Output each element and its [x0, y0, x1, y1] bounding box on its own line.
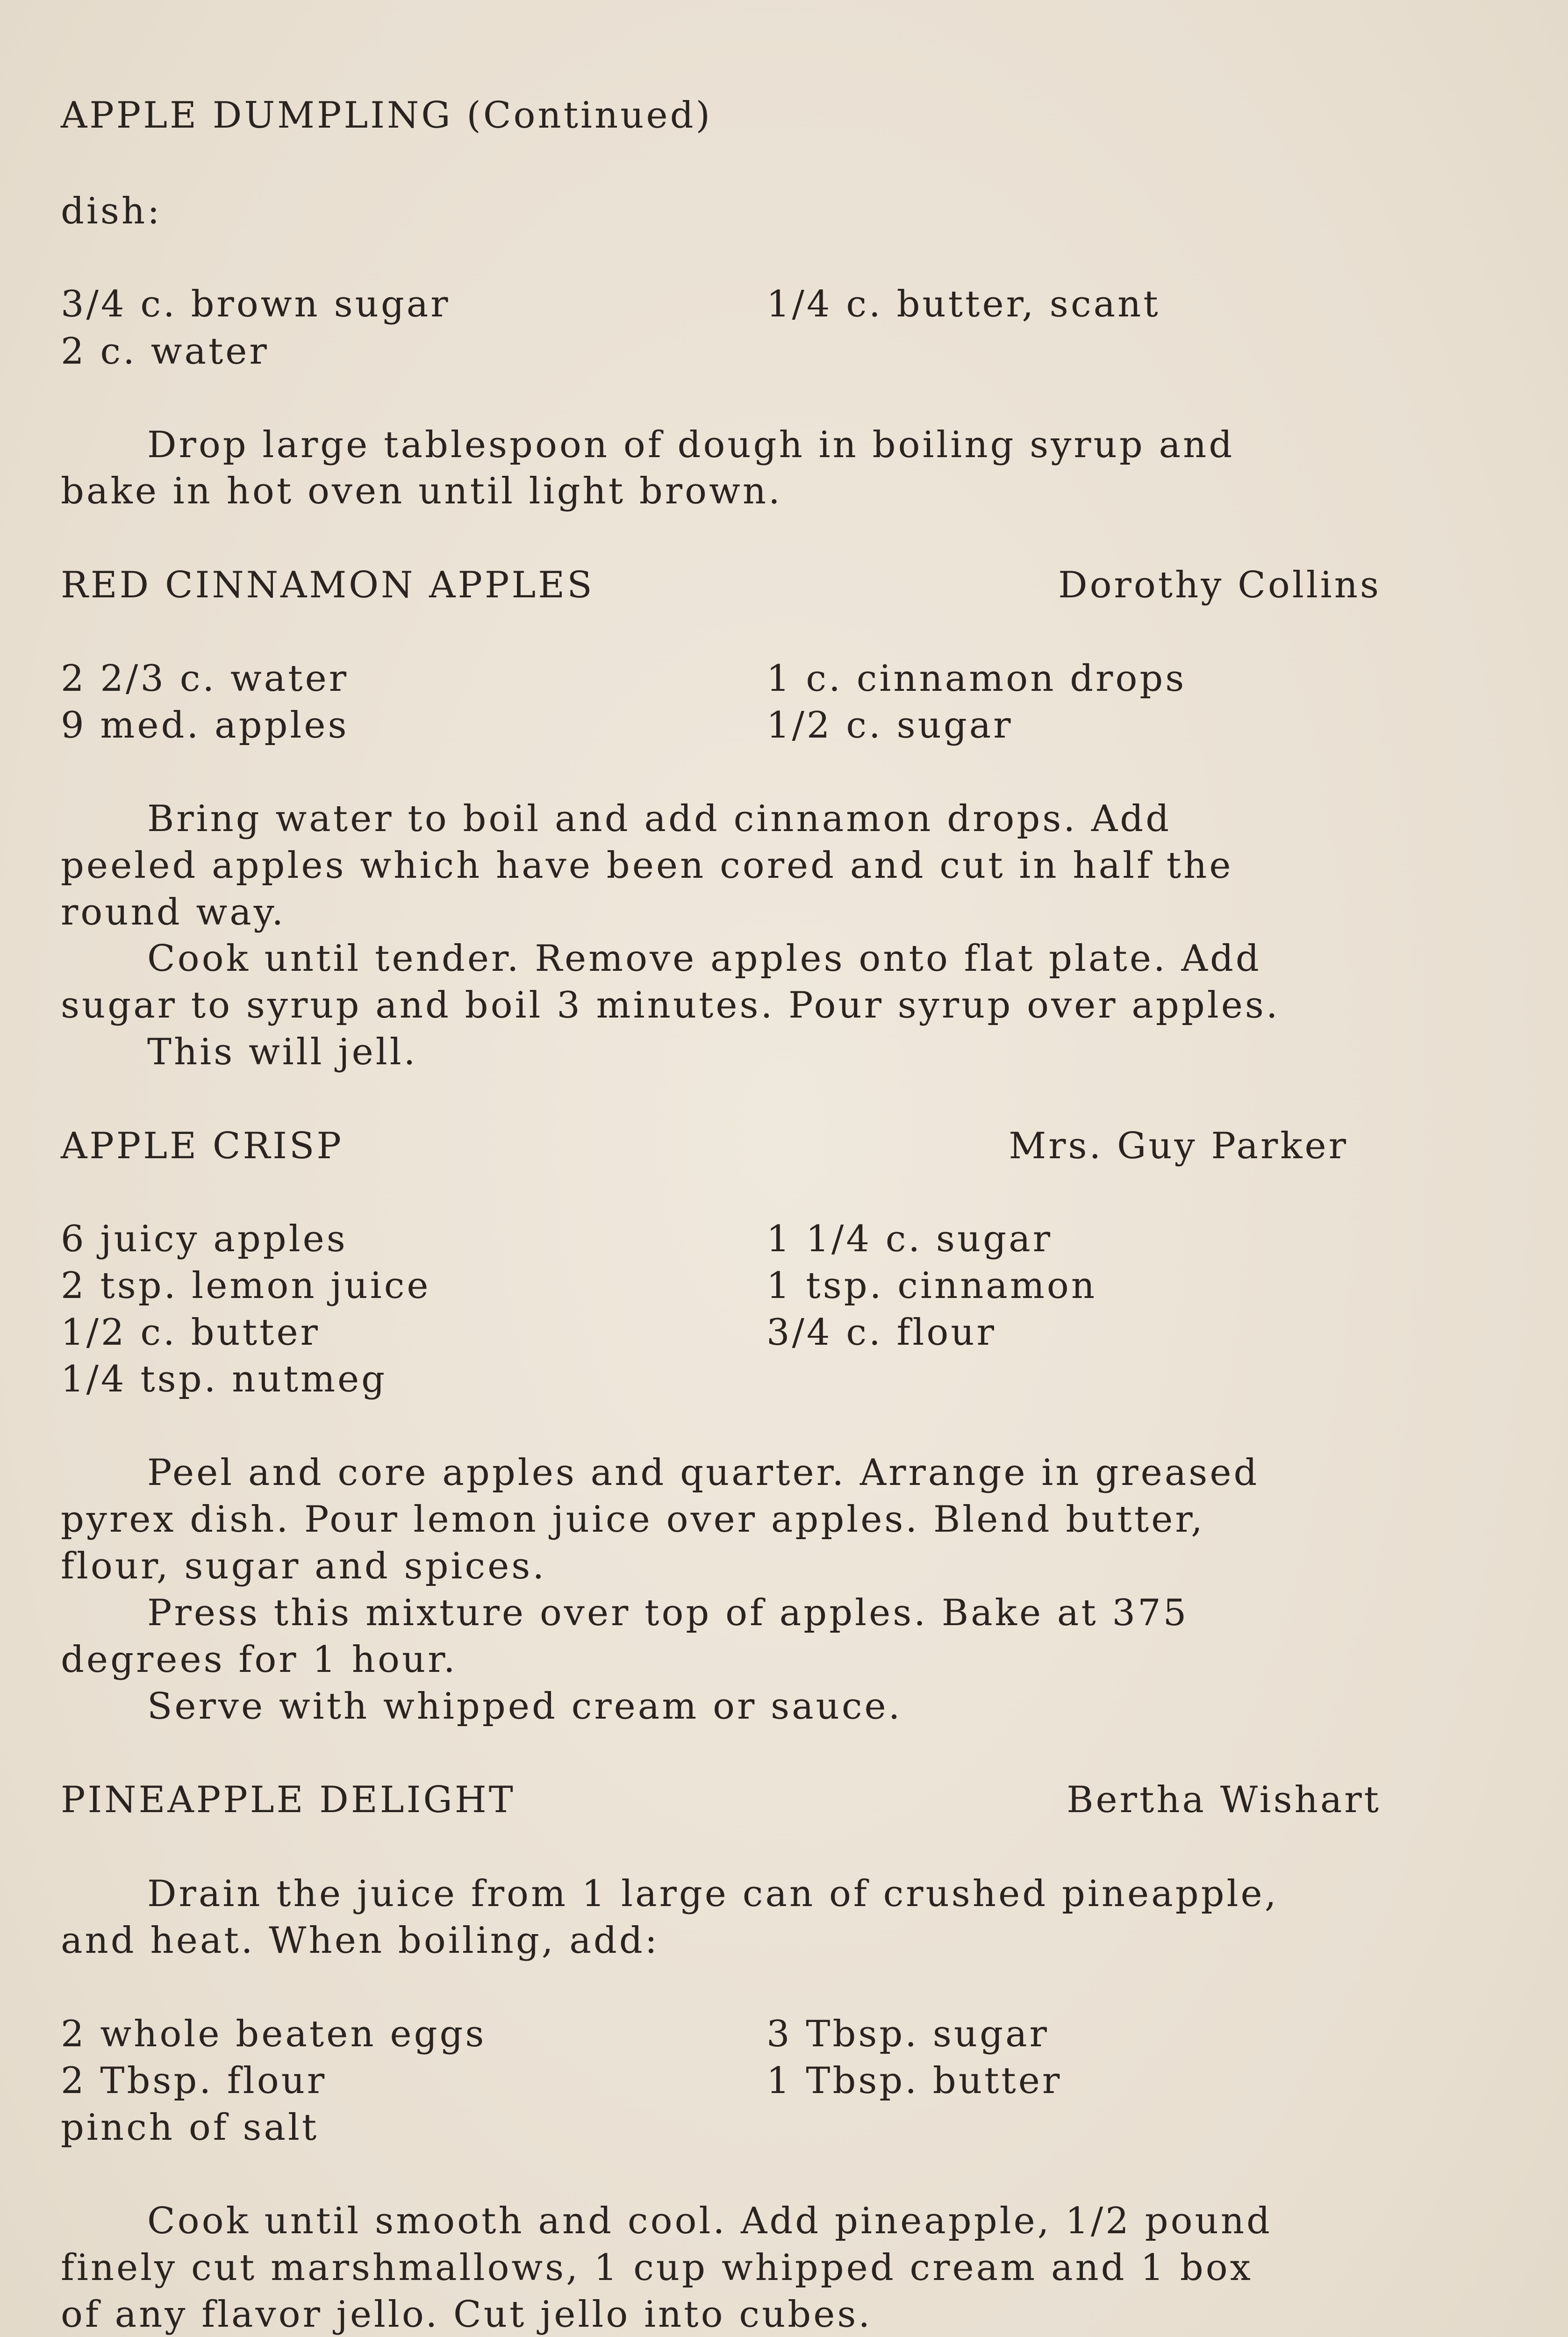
apple-dumpling-title: APPLE DUMPLING (Continued) — [61, 94, 712, 136]
red-cinnamon-apples-ingredient: 1 c. cinnamon drops — [766, 658, 1187, 700]
apple-crisp-direction: flour, sugar and spices. — [61, 1545, 547, 1587]
pineapple-delight-ingredient: 3 Tbsp. sugar — [766, 2013, 1049, 2055]
red-cinnamon-apples-ingredient: 2 2/3 c. water — [61, 658, 349, 700]
red-cinnamon-apples-direction: Bring water to boil and add cinnamon drops. Add — [147, 798, 1172, 840]
red-cinnamon-apples-direction: This will jell. — [147, 1031, 418, 1073]
apple-crisp-ingredient: 1/2 c. butter — [61, 1312, 320, 1354]
pineapple-delight-ingredient: 1 Tbsp. butter — [766, 2060, 1062, 2102]
pineapple-delight-title: PINEAPPLE DELIGHT — [61, 1779, 516, 1821]
apple-dumpling-intro: dish: — [61, 190, 162, 232]
pineapple-delight-direction: finely cut marshmallows, 1 cup whipped cream and 1 box — [61, 2247, 1253, 2289]
red-cinnamon-apples-title: RED CINNAMON APPLES — [61, 564, 594, 606]
apple-crisp-ingredient: 6 juicy apples — [61, 1218, 348, 1260]
apple-crisp-direction: degrees for 1 hour. — [61, 1639, 458, 1681]
apple-crisp-title: APPLE CRISP — [61, 1125, 344, 1167]
apple-dumpling-ingredient: 2 c. water — [61, 330, 269, 373]
pineapple-delight-ingredient: pinch of salt — [61, 2107, 319, 2149]
apple-crisp-ingredient: 1 1/4 c. sugar — [766, 1218, 1053, 1260]
apple-crisp-direction: Serve with whipped cream or sauce. — [147, 1685, 902, 1728]
red-cinnamon-apples-direction: peeled apples which have been cored and cut in half the — [61, 845, 1233, 887]
red-cinnamon-apples-direction: round way. — [61, 891, 286, 933]
apple-dumpling-ingredient: 1/4 c. butter, scant — [766, 283, 1160, 325]
apple-crisp-ingredient: 3/4 c. flour — [766, 1312, 996, 1354]
pineapple-delight-ingredient: 2 whole beaten eggs — [61, 2013, 487, 2055]
apple-crisp-ingredient: 2 tsp. lemon juice — [61, 1265, 431, 1307]
apple-crisp-direction: Press this mixture over top of apples. Bake at 375 — [147, 1592, 1189, 1634]
apple-crisp-direction: Peel and core apples and quarter. Arrange in greased — [147, 1452, 1260, 1494]
red-cinnamon-apples-author: Dorothy Collins — [1058, 564, 1381, 606]
apple-crisp-ingredient: 1 tsp. cinnamon — [766, 1265, 1097, 1307]
apple-crisp-author: Mrs. Guy Parker — [1009, 1125, 1348, 1167]
red-cinnamon-apples-direction: sugar to syrup and boil 3 minutes. Pour syrup over apples. — [61, 984, 1280, 1026]
red-cinnamon-apples-ingredient: 1/2 c. sugar — [766, 704, 1013, 746]
apple-crisp-ingredient: 1/4 tsp. nutmeg — [61, 1358, 387, 1400]
red-cinnamon-apples-direction: Cook until tender. Remove apples onto flat plate. Add — [147, 938, 1261, 980]
apple-dumpling-direction: bake in hot oven until light brown. — [61, 470, 782, 512]
pineapple-delight-direction: Cook until smooth and cool. Add pineapple, 1/2 pound — [147, 2200, 1272, 2242]
apple-dumpling-ingredient: 3/4 c. brown sugar — [61, 283, 451, 325]
pineapple-delight-intro: Drain the juice from 1 large can of crushed pineapple, — [147, 1873, 1279, 1915]
pineapple-delight-intro: and heat. When boiling, add: — [61, 1920, 660, 1962]
red-cinnamon-apples-ingredient: 9 med. apples — [61, 704, 349, 746]
pineapple-delight-author: Bertha Wishart — [1067, 1779, 1381, 1821]
apple-crisp-direction: pyrex dish. Pour lemon juice over apples. Blend butter, — [61, 1498, 1205, 1541]
apple-dumpling-direction: Drop large tablespoon of dough in boiling syrup and — [147, 424, 1235, 466]
pineapple-delight-ingredient: 2 Tbsp. flour — [61, 2060, 327, 2102]
pineapple-delight-direction: of any flavor jello. Cut jello into cubes. — [61, 2294, 873, 2336]
